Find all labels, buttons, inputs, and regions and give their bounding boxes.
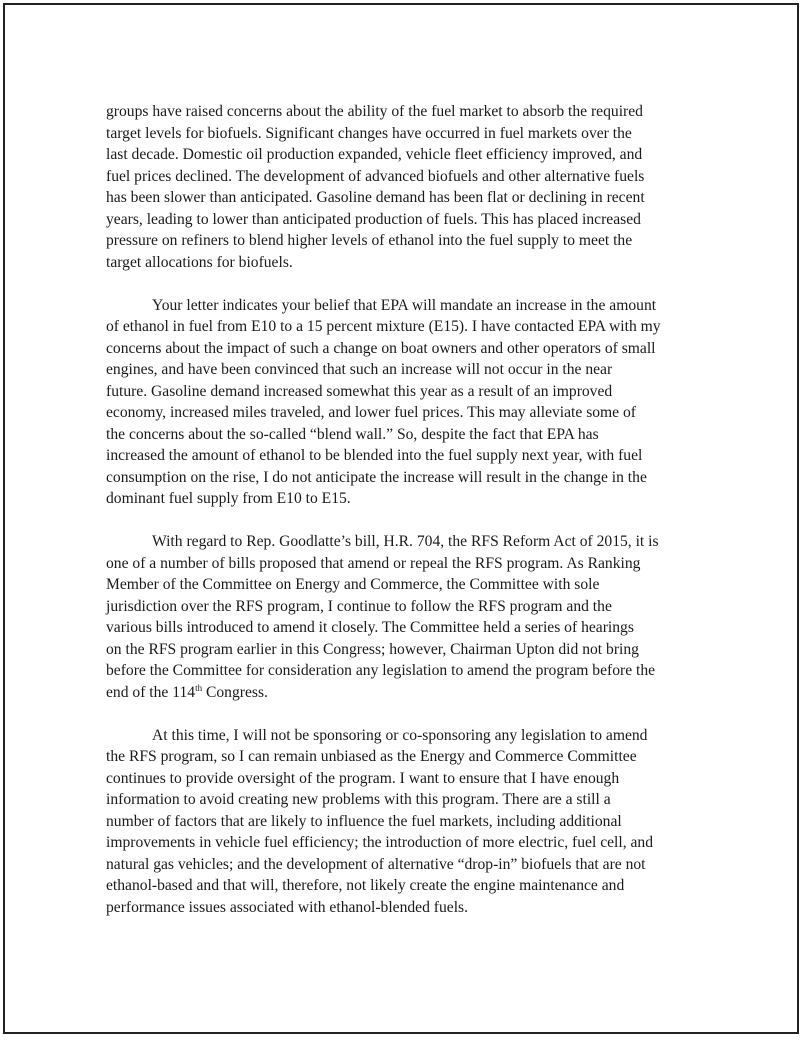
text-line: At this time, I will not be sponsoring or co-sponsoring any legislation to amend bbox=[152, 726, 648, 744]
text-line: future. Gasoline demand increased somewhat this year as a result of an improved bbox=[106, 382, 613, 400]
text-line: pressure on refiners to blend higher levels of ethanol into the fuel supply to meet the bbox=[106, 232, 633, 249]
text-line: consumption on the rise, I do not anticipate the increase will result in the change in the bbox=[106, 468, 647, 486]
text-line: has been slower than anticipated. Gasoline demand has been flat or declining in recent bbox=[106, 189, 645, 206]
text-line: economy, increased miles traveled, and lower fuel prices. This may alleviate some of bbox=[106, 404, 636, 421]
text-line: before the Committee for consideration any legislation to amend the program before the bbox=[106, 662, 656, 679]
text-line: last decade. Domestic oil production expanded, vehicle fleet efficiency improved, and bbox=[106, 146, 643, 163]
paragraph-sponsorship bbox=[106, 725, 721, 919]
text-line: engines, and have been convinced that such an increase will not occur in the near bbox=[106, 361, 613, 378]
text-line: end of the 114th Congress. bbox=[106, 682, 268, 701]
text-line: on the RFS program earlier in this Congress; however, Chairman Upton did not bring bbox=[106, 640, 639, 658]
text-line: jurisdiction over the RFS program, I continue to follow the RFS program and the bbox=[106, 597, 612, 615]
page bbox=[3, 3, 799, 1034]
paragraph-biofuel-concerns bbox=[106, 101, 721, 273]
text-line: various bills introduced to amend it closely. The Committee held a series of hearings bbox=[106, 619, 634, 636]
text-line: years, leading to lower than anticipated production of fuels. This has placed increased bbox=[106, 210, 641, 228]
text-line: the RFS program, so I can remain unbiased as the Energy and Commerce Committee bbox=[106, 748, 637, 765]
text-line: the concerns about the so-called “blend wall.” So, despite the fact that EPA has bbox=[106, 425, 599, 443]
text-line: target levels for biofuels. Significant changes have occurred in fuel markets over the bbox=[106, 124, 632, 142]
text-line: of ethanol in fuel from E10 to a 15 percent mixture (E15). I have contacted EPA with my bbox=[106, 318, 661, 335]
ordinal-superscript: th bbox=[195, 682, 203, 693]
text-line: Your letter indicates your belief that EPA will mandate an increase in the amount bbox=[152, 296, 657, 314]
text-line: increased the amount of ethanol to be blended into the fuel supply next year, with fuel bbox=[106, 447, 643, 464]
text-line: improvements in vehicle fuel efficiency; the introduction of more electric, fuel cell, and bbox=[106, 834, 654, 851]
text-line: performance issues associated with ethanol-blended fuels. bbox=[106, 898, 468, 916]
text-line: concerns about the impact of such a change on boat owners and other operators of small bbox=[106, 339, 656, 357]
text-line: number of factors that are likely to influence the fuel markets, including additional bbox=[106, 812, 622, 830]
text-line: groups have raised concerns about the ability of the fuel market to absorb the required bbox=[106, 103, 643, 120]
text-line: dominant fuel supply from E10 to E15. bbox=[106, 490, 351, 507]
text-line: ethanol-based and that will, therefore, not likely create the engine maintenance and bbox=[106, 877, 625, 894]
text-line: natural gas vehicles; and the development of alternative “drop-in” biofuels that are not bbox=[106, 855, 646, 873]
paragraph-hr704 bbox=[106, 531, 721, 703]
letter-body bbox=[106, 101, 721, 940]
text-line: fuel prices declined. The development of advanced biofuels and other alternative fuels bbox=[106, 167, 645, 185]
text-line: information to avoid creating new problems with this program. There are a still a bbox=[106, 791, 611, 808]
text-line: With regard to Rep. Goodlatte’s bill, H.R. 704, the RFS Reform Act of 2015, it is bbox=[152, 533, 659, 550]
text-line: continues to provide oversight of the program. I want to ensure that I have enough bbox=[106, 769, 620, 787]
paragraph-e15-mandate bbox=[106, 295, 721, 510]
text-line: target allocations for biofuels. bbox=[106, 253, 293, 271]
text-line: Member of the Committee on Energy and Commerce, the Committee with sole bbox=[106, 576, 600, 593]
text-line: one of a number of bills proposed that amend or repeal the RFS program. As Ranking bbox=[106, 554, 641, 572]
